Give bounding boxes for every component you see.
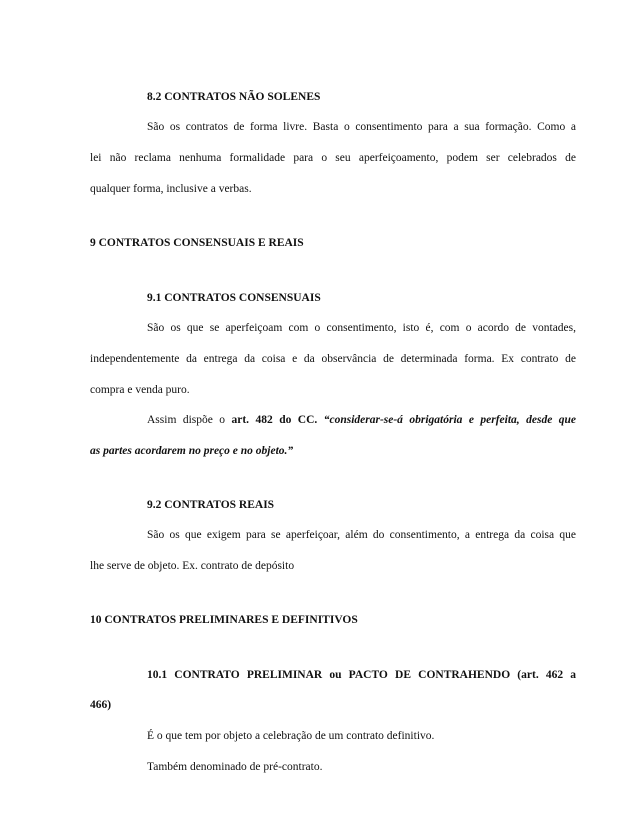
paragraph-line: qualquer forma, inclusive a verbas. [90, 183, 252, 195]
paragraph-line: São os que exigem para se aperfeiçoar, além do consentimento, a entrega da coisa que [147, 529, 576, 541]
paragraph-line: São os contratos de forma livre. Basta o consentimento para a sua formação. Como a [147, 121, 576, 133]
paragraph-line: compra e venda puro. [90, 384, 190, 396]
heading-9-1: 9.1 CONTRATOS CONSENSUAIS [147, 292, 321, 304]
paragraph-line: São os que se aperfeiçoam com o consentimento, isto é, com o acordo de vontades, [147, 322, 576, 334]
quote-text: as partes acordarem no preço e no objeto.” [90, 445, 294, 457]
paragraph-line: Também denominado de pré-contrato. [147, 761, 323, 773]
heading-10-1: 10.1 CONTRATO PRELIMINAR ou PACTO DE CONTRAHENDO (art. 462 a [147, 669, 576, 681]
heading-8-2: 8.2 CONTRATOS NÃO SOLENES [147, 91, 321, 103]
heading-9-2: 9.2 CONTRATOS REAIS [147, 499, 275, 511]
paragraph-line: lei não reclama nenhuma formalidade para o seu aperfeiçoamento, podem ser celebrados de [90, 152, 576, 164]
paragraph-line: É o que tem por objeto a celebração de um contrato definitivo. [147, 730, 435, 742]
heading-9: 9 CONTRATOS CONSENSUAIS E REAIS [90, 237, 304, 249]
paragraph-line: lhe serve de objeto. Ex. contrato de depósito [90, 560, 295, 572]
paragraph-line: independentemente da entrega da coisa e da observância de determinada forma. Ex contrato de [90, 353, 576, 365]
heading-10-1-cont: 466) [90, 699, 112, 711]
paragraph-line-quote [147, 413, 576, 427]
article-reference: art. 482 do CC. [231, 414, 318, 426]
quote-text: “considerar-se-á obrigatória e perfeita, desde que [323, 414, 576, 426]
heading-10: 10 CONTRATOS PRELIMINARES E DEFINITIVOS [90, 614, 358, 626]
quote-lead: Assim dispõe o [147, 414, 232, 426]
